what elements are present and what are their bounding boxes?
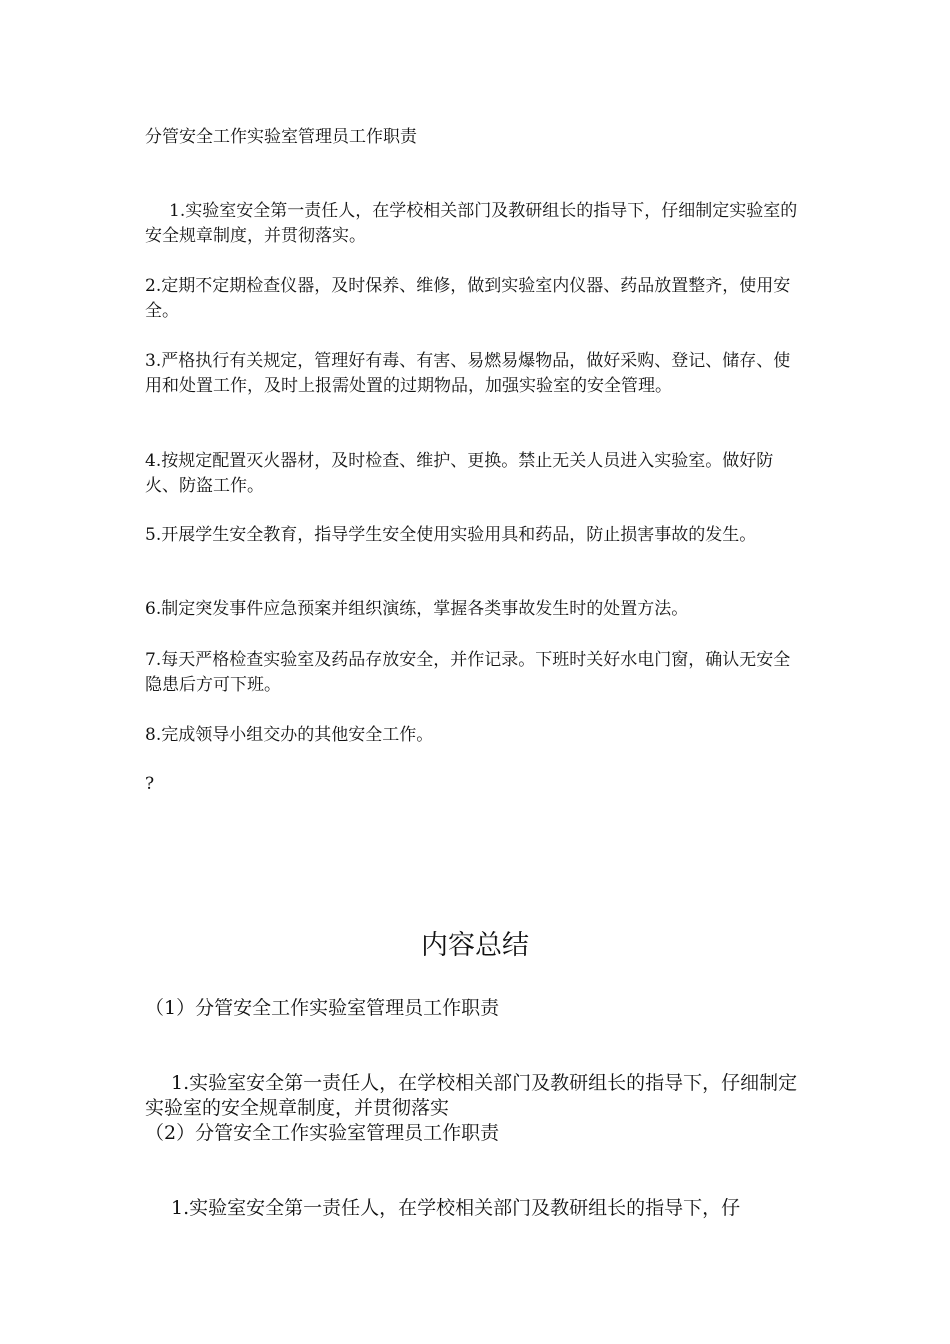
duty-item-7: 7.每天严格检查实验室及药品存放安全，并作记录。下班时关好水电门窗，确认无安全隐患后方可下班。 xyxy=(145,650,791,695)
summary-entry-2-body: 1.实验室安全第一责任人，在学校相关部门及教研组长的指导下，仔 xyxy=(171,1197,741,1219)
summary-entry-1-body: 1.实验室安全第一责任人，在学校相关部门及教研组长的指导下，仔细制定实验室的安全规章制度，并贯彻落实 xyxy=(145,1072,798,1119)
summary-heading: 内容总结 xyxy=(421,930,529,961)
duty-item-6: 6.制定突发事件应急预案并组织演练，掌握各类事故发生时的处置方法。 xyxy=(145,599,689,619)
duty-item-4: 4.按规定配置灭火器材，及时检查、维护、更换。禁止无关人员进入实验室。做好防火、防盗工作。 xyxy=(145,451,774,496)
document-title: 分管安全工作实验室管理员工作职责 xyxy=(145,127,417,147)
summary-entry-2-title: （2）分管安全工作实验室管理员工作职责 xyxy=(145,1122,500,1144)
duty-item-1: 1.实验室安全第一责任人，在学校相关部门及教研组长的指导下，仔细制定实验室的安全规章制度，并贯彻落实。 xyxy=(145,201,798,246)
summary-entry-1-title: （1）分管安全工作实验室管理员工作职责 xyxy=(145,997,500,1019)
duty-item-8: 8.完成领导小组交办的其他安全工作。 xyxy=(145,725,434,745)
trailing-question-mark: ? xyxy=(145,774,155,794)
duty-item-2: 2.定期不定期检查仪器，及时保养、维修，做到实验室内仪器、药品放置整齐，使用安全。 xyxy=(145,276,791,321)
duty-item-5: 5.开展学生安全教育，指导学生安全使用实验用具和药品，防止损害事故的发生。 xyxy=(145,525,757,545)
duty-item-3: 3.严格执行有关规定，管理好有毒、有害、易燃易爆物品，做好采购、登记、储存、使用和处置工作，及时上报需处置的过期物品，加强实验室的安全管理。 xyxy=(145,351,791,396)
